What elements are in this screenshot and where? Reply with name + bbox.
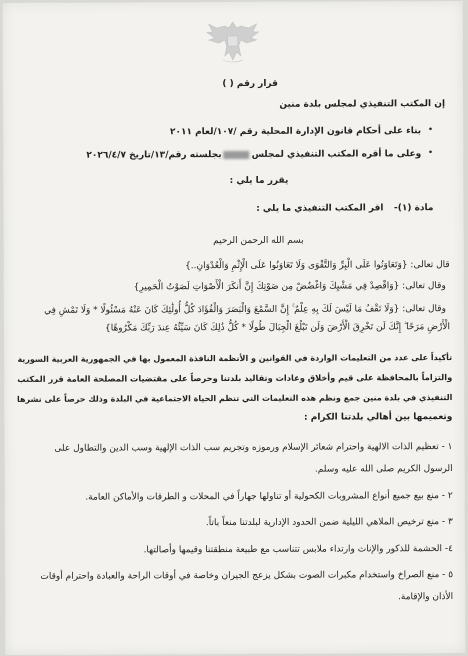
basmala: بسم الله الرحمن الرحيم <box>213 235 304 247</box>
article1-text: اقر المكتب التنفيذي ما يلي : <box>256 203 384 214</box>
list-item-1: ١ - تعظيم الذات الالهية واحترام شعائر الإسلام ورموزه وتجريم سب الذات الإلهية وسب الدين والتطاول على <box>54 442 453 454</box>
verse-line: وقال تعالى: {وَلَا تَقْفُ مَا لَيْسَ لَكَ بِهِ عِلْمٌ ۚ إِنَّ السَّمْعَ وَالْبَصَرَ وَالْفُؤَادَ كُلُّ أُولَٰئِكَ كَانَ عَنْهُ مَسْئُولًا * وَلَا تَمْشِ فِي <box>44 304 446 316</box>
list-item-5-cont: الأذان والإقامة. <box>397 592 454 603</box>
preamble-law: بناء على أحكام قانون الإدارة المحلية رقم /١٠٧/لعام ٢٠١١ <box>169 126 422 138</box>
eagle-emblem-icon <box>203 16 263 66</box>
document-page <box>3 1 466 655</box>
paragraph-line: تأكيداً على عدد من التعليمات الواردة في القوانين و الأنظمة النافذة المعمول بها في الجمهورية العربية السورية <box>17 353 453 364</box>
preamble-session-a: وعلى ما أقره المكتب التنفيذي لمجلس <box>251 149 422 160</box>
verse-line: وقال تعالى: {وَاقْصِدْ فِي مَشْيِكَ وَاغْضُضْ مِن صَوْتِكَ إِنَّ أَنكَرَ الْأَصْوَاتِ لَصَوْتُ الْحَمِيرِ} <box>133 281 446 293</box>
list-item-5: ٥ - منع الصراخ واستخدام مكبرات الصوت بشكل يزعج الجيران وخاصة في أوقات الراحة والعبادة واحترام أوقات <box>40 570 454 582</box>
list-item-3: ٣ - منع ترخيص الملاهي الليلية ضمن الحدود الإدارية لبلدتنا منعاً باتاً. <box>205 517 453 529</box>
verse-line: الْأَرْضِ مَرَحًا ۖ إِنَّكَ لَن تَخْرِقَ الْأَرْضَ وَلَن تَبْلُغَ الْجِبَالَ طُولًا * كُلُّ ذَٰلِكَ كَانَ سَيِّئُهُ عِندَ رَبِّكَ مَكْرُوهًا} <box>104 322 451 334</box>
list-item-4: ٤- الحشمة للذكور والإناث وارتداء ملابس تتناسب مع طبيعة منطقتنا وقيمها وأصالتها. <box>143 544 453 556</box>
bullet-icon: • <box>427 125 434 136</box>
intro-line: إن المكتب التنفيذي لمجلس بلدة منين <box>279 99 446 110</box>
article1-label: مادة (١)- <box>393 203 434 214</box>
paragraph-line: وتعميمها بين أهالي بلدتنا الكرام : <box>303 412 453 423</box>
list-item-2: ٢ - منع بيع جميع أنواع المشروبات الكحولية أو تناولها جهاراً في المحلات و الطرقات والأماكن العامة. <box>85 491 453 503</box>
bullet-icon: • <box>427 148 434 159</box>
paragraph-line: والتزاماً بالمحافظة على قيم وأخلاق وعادات وتقاليد بلدتنا وحرصاً على مقتضيات المصلحة العامة قرر المكتب <box>17 372 453 384</box>
list-item-1-cont: الرسول الكريم صلى الله عليه وسلم. <box>314 464 453 475</box>
paragraph-line: التنفيذي في بلدة منين جمع ونظم هذه التعليمات التي تنظم الحياة الاجتماعية في البلدة وذلك حرصاً على نشرها <box>16 393 453 404</box>
preamble-session <box>86 148 421 162</box>
redaction-mark <box>224 150 250 158</box>
decision-title: قرار رقم ( ) <box>222 78 278 90</box>
decides-line: يقرر ما يلي : <box>229 175 289 187</box>
preamble-session-b: بجلسته رقم/١٣/تاريخ ٢٠٢٦/٤/٧ <box>86 150 222 161</box>
verse-line: قال تعالى: {وَتَعَاوَنُوا عَلَى الْبِرِّ وَالتَّقْوَى وَلَا تَعَاوَنُوا عَلَى الْإِثْمِ وَالْعُدْوَانِ..} <box>185 260 450 272</box>
